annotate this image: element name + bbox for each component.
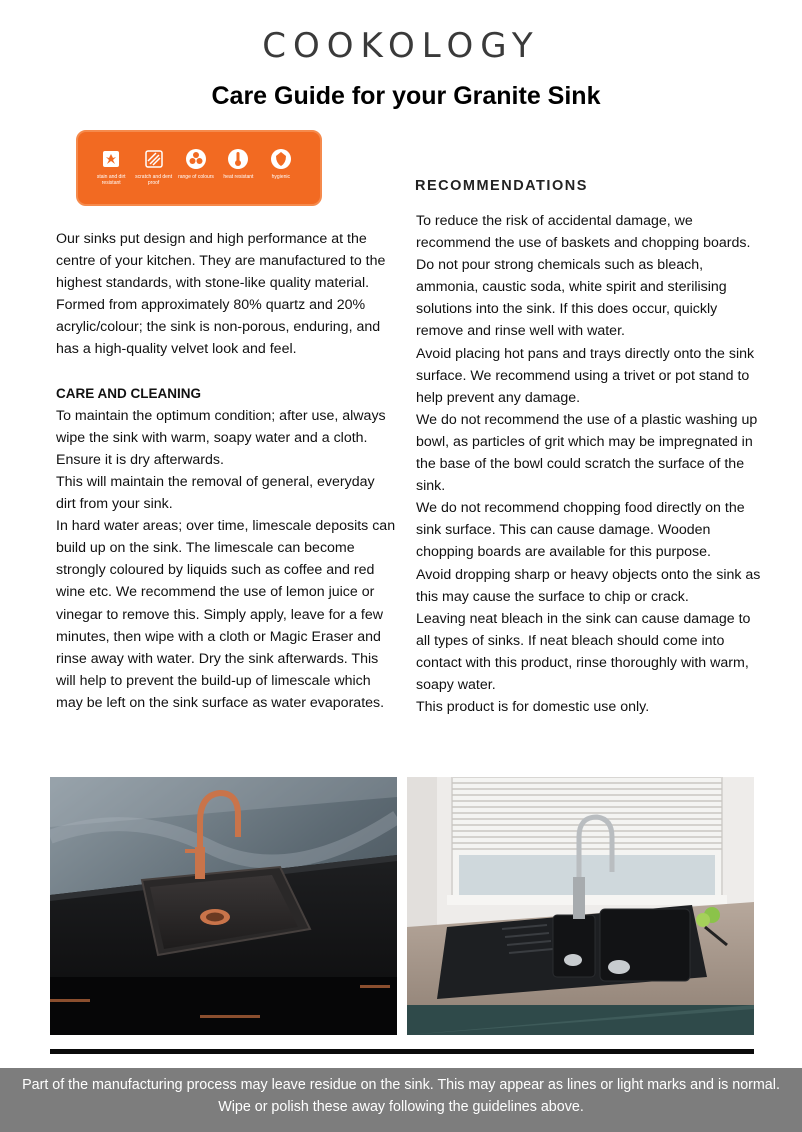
recommendation-item: Avoid dropping sharp or heavy objects onto the sink as this may cause the surface to chip or crack. xyxy=(416,566,761,605)
left-column xyxy=(56,228,396,714)
recommendation-item: We do not recommend the use of a plastic washing up bowl, as particles of grit which may be impregnated in the base of the bowl could scratch the surface of the sink. xyxy=(416,411,758,495)
stain-icon xyxy=(100,148,122,170)
badge-scratch-proof xyxy=(132,148,174,204)
recommendation-item: We do not recommend chopping food directly on the sink surface. This can cause damage. Wooden chopping boards are available for this purpose. xyxy=(416,500,745,561)
care-paragraph: In hard water areas; over time, limescale deposits can build up on the sink. The limescale can become strongly coloured by liquids such as coffee and red wine etc. We recommend the use of lemon juice or vinegar to remove this. Simply apply, leave for a few minutes, then wipe with a cloth or Magic Eraser and rinse away with water. Dry the sink afterwards. This will help to prevent the build-up of limescale which may be left on the sink surface as water evaporates. xyxy=(56,518,396,711)
intro-paragraph: Formed from approximately 80% quartz and 20% acrylic/colour; the sink is non-porous, enduring, and has a high-quality velvet look and feel. xyxy=(56,297,381,358)
sink-photo-copper-tap xyxy=(50,777,397,1035)
palette-icon xyxy=(185,148,207,170)
divider-rule xyxy=(50,1049,754,1054)
badge-label: scratch and dent proof xyxy=(135,174,173,186)
recommendations-heading: RECOMMENDATIONS xyxy=(415,178,588,194)
footer-line: Wipe or polish these away following the guidelines above. xyxy=(218,1099,584,1115)
thermometer-icon xyxy=(227,148,249,170)
sink-photo-window xyxy=(407,777,754,1035)
care-paragraph: This will maintain the removal of general, everyday dirt from your sink. xyxy=(56,473,375,513)
feature-badges-panel xyxy=(76,130,322,206)
footer-line: Part of the manufacturing process may leave residue on the sink. This may appear as lines or light marks and is normal. xyxy=(22,1077,780,1093)
recommendation-item: To reduce the risk of accidental damage, we recommend the use of baskets and chopping boards. xyxy=(416,213,751,252)
footer-note xyxy=(0,1068,802,1132)
scratch-icon xyxy=(143,148,165,170)
badge-stain-resistant xyxy=(90,148,132,204)
badge-label: hygienic xyxy=(271,174,290,180)
badge-label: heat resistant xyxy=(223,174,254,180)
recommendation-item: Do not pour strong chemicals such as bleach, ammonia, caustic soda, white spirit and sterilising solutions into the sink. If this does occur, quickly remove and rinse well with water. xyxy=(416,257,727,340)
care-heading: CARE AND CLEANING xyxy=(56,385,201,401)
badge-label: stain and dirt resistant xyxy=(96,174,126,186)
badge-heat-resistant xyxy=(217,148,259,204)
badge-colours xyxy=(175,148,217,204)
page-title: Care Guide for your Granite Sink xyxy=(211,82,601,110)
recommendation-item: This product is for domestic use only. xyxy=(416,699,650,716)
badge-hygienic xyxy=(260,148,302,204)
badge-label: range of colours xyxy=(178,174,214,180)
recommendation-item: Leaving neat bleach in the sink can cause damage to all types of sinks. If neat bleach should come into contact with this product, rinse thoroughly with warm, soapy water. xyxy=(416,610,751,693)
shield-icon xyxy=(270,148,292,170)
care-paragraph: To maintain the optimum condition; after use, always wipe the sink with warm, soapy water and a cloth. Ensure it is dry afterwards. xyxy=(56,407,386,468)
brand-logo: COOKOLOGY xyxy=(262,26,540,66)
recommendations-list xyxy=(416,210,768,718)
recommendation-item: Avoid placing hot pans and trays directly onto the sink surface. We recommend using a trivet or pot stand to help prevent any damage. xyxy=(416,345,755,406)
intro-paragraph: Our sinks put design and high performance at the centre of your kitchen. They are manufactured to the highest standards, with stone-like quality material. xyxy=(56,231,386,292)
